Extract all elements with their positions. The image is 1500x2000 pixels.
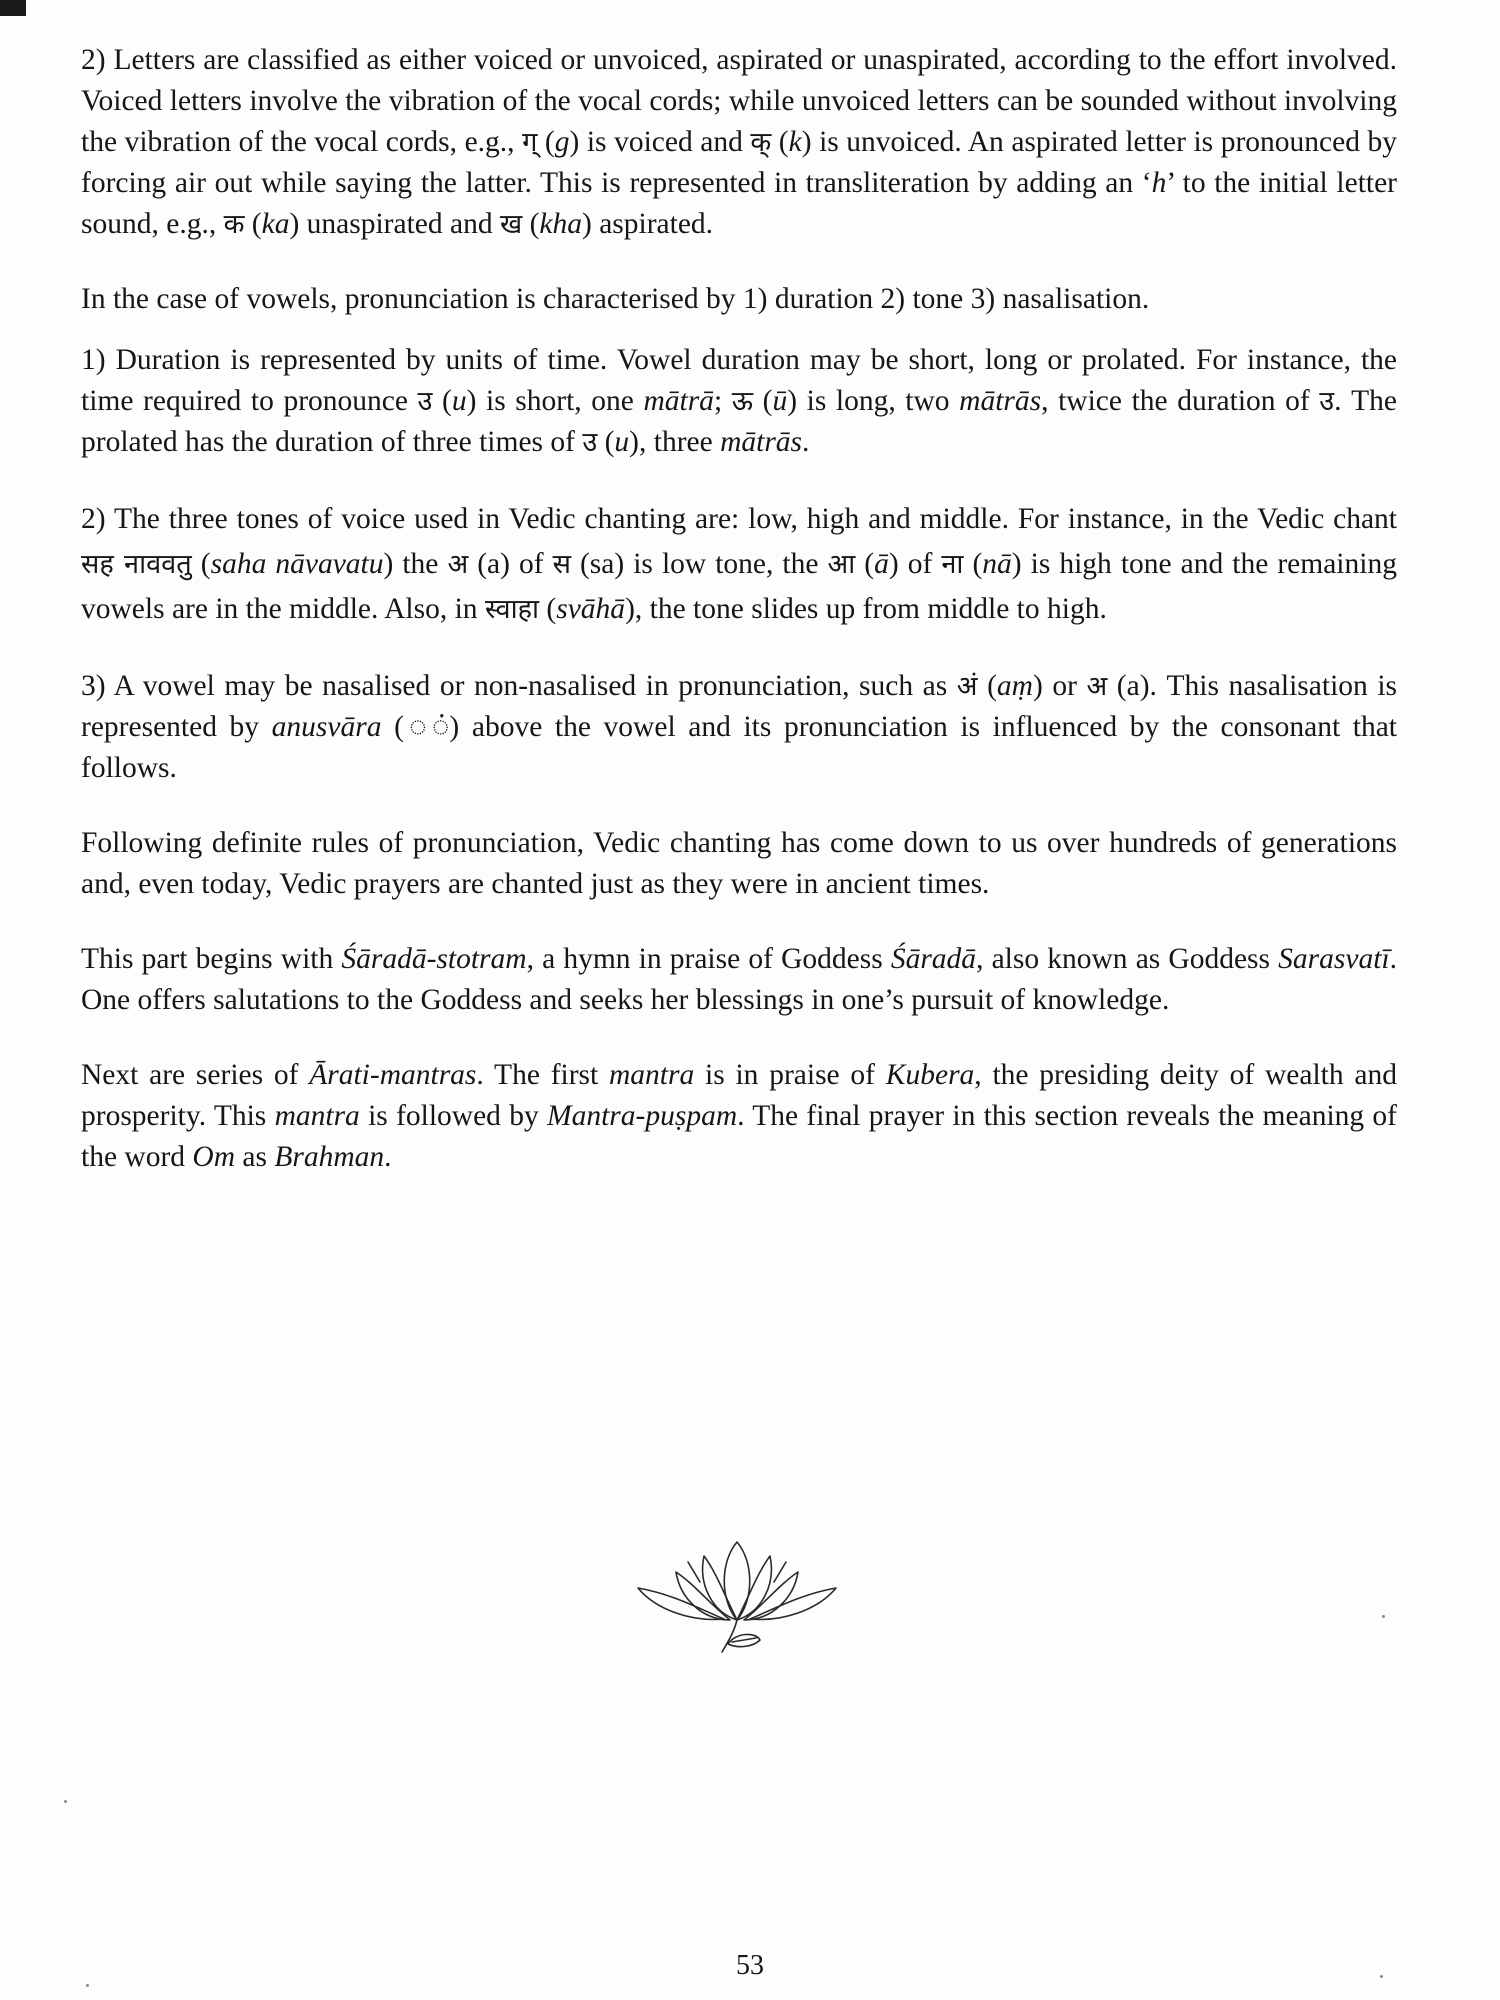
text-run: ( [539, 593, 557, 625]
text-run: ( [855, 548, 875, 580]
italic-term: Ārati-mantras [309, 1059, 477, 1091]
text-run: 3) A vowel may be nasalised or non-nasalised in pronunciation, such as [81, 670, 957, 702]
italic-term: ū [772, 385, 788, 417]
paragraph-duration [81, 340, 1397, 463]
italic-term: ka [261, 208, 290, 240]
italic-term: k [788, 126, 802, 158]
text-run: as [235, 1141, 275, 1173]
text-run: , a hymn in praise of Goddess [526, 943, 891, 975]
paragraph-nasalisation [81, 666, 1397, 789]
italic-term: anusvāra [271, 711, 382, 743]
text-run: ) of [888, 548, 942, 580]
italic-term: Mantra-puṣpam [547, 1100, 738, 1132]
paragraph-vowels-intro [81, 279, 1397, 320]
text-run: ( [244, 208, 262, 240]
text-run: ) is long, two [787, 385, 960, 417]
devanagari-term: आ [827, 549, 856, 580]
devanagari-term: अ [447, 549, 469, 580]
text-run: ) is unvoiced. An aspirated letter is pronounced by forcing air out while saying the latter. This is represented in transliteration by adding an ‘ [81, 126, 1398, 199]
italic-term: Om [192, 1141, 236, 1173]
text-run: , also known as Goddess [976, 943, 1279, 975]
text-run: . The final prayer in this section reveals the meaning of the word [81, 1100, 1398, 1173]
text-run: . The prolated has the duration of three times of [81, 385, 1397, 458]
text-run: ) is short, one [466, 385, 644, 417]
devanagari-term: उ [582, 427, 598, 458]
text-run: ; [713, 385, 732, 417]
italic-term: Sarasvatī [1278, 943, 1390, 975]
devanagari-term: क् [750, 127, 772, 158]
text-run: ( [522, 208, 540, 240]
paragraph-arati [81, 1055, 1397, 1178]
paragraph-tones [81, 497, 1397, 632]
text-run: is followed by [359, 1100, 548, 1132]
italic-term: u [451, 385, 467, 417]
text-run: ) is high tone and the remaining vowels are in the middle. Also, in [81, 548, 1397, 625]
devanagari-term: ख [500, 209, 523, 240]
text-run: ), the tone slides up from middle to high. [625, 593, 1107, 625]
paragraph-letters-classified [81, 40, 1397, 245]
italic-term: mantra [609, 1059, 695, 1091]
text-run: 1) Duration is represented by units of time. Vowel duration may be short, long or prolated. For instance, the time required to pronounce [81, 344, 1397, 417]
paragraph-sarada [81, 939, 1397, 1021]
text-run: ) the [383, 548, 448, 580]
text-run: ), three [629, 426, 721, 458]
devanagari-term: अं [956, 671, 978, 702]
italic-term: Śāradā-stotram [341, 943, 527, 975]
italic-term: Brahman [274, 1141, 385, 1173]
scan-corner-mark [0, 0, 26, 16]
text-run: (◌ं) above the vowel and its pronunciation is influenced by the consonant that follows. [81, 711, 1397, 784]
text-run: . [802, 426, 810, 458]
devanagari-term: स्वाहा [484, 594, 540, 625]
italic-term: Śāradā [890, 943, 977, 975]
text-run: ( [771, 126, 789, 158]
text-run: . One offers salutations to the Goddess and seeks her blessings in one’s pursuit of knowledge. [81, 943, 1397, 1016]
text-run: . The first [476, 1059, 609, 1091]
devanagari-term: सह नाववतु [81, 549, 192, 580]
italic-term: saha nāvavatu [210, 548, 384, 580]
italic-term: Kubera [885, 1059, 975, 1091]
devanagari-term: स [552, 549, 571, 580]
text-run: ( [537, 126, 555, 158]
scan-speck [86, 1984, 89, 1987]
devanagari-term: उ [1319, 386, 1335, 417]
italic-term: ā [874, 548, 889, 580]
text-run: (a) of [468, 548, 553, 580]
text-run: ) aspirated. [582, 208, 714, 240]
text-run: , the presiding deity of wealth and prosperity. This [81, 1059, 1397, 1132]
italic-term: mātrā [643, 385, 714, 417]
text-run: Next are series of [81, 1059, 310, 1091]
devanagari-term: ग् [522, 127, 538, 158]
text-run: ( [432, 385, 452, 417]
devanagari-term: ना [941, 549, 964, 580]
paragraph-definite-rules [81, 823, 1397, 905]
italic-term: svāhā [556, 593, 626, 625]
page-number: 53 [736, 1950, 764, 1981]
text-run: ( [191, 548, 211, 580]
text-run: ) unaspirated and [289, 208, 500, 240]
text-run: In the case of vowels, pronunciation is characterised by 1) duration 2) tone 3) nasalisation. [81, 283, 1150, 315]
text-run: This part begins with [81, 943, 342, 975]
text-run: 2) The three tones of voice used in Vedic chanting are: low, high and middle. For instance, in the Vedic chant [81, 503, 1397, 535]
italic-term: nā [982, 548, 1012, 580]
text-run: ( [597, 426, 615, 458]
scan-speck [1382, 1615, 1385, 1618]
italic-term: kha [539, 208, 582, 240]
text-run: ) or [1032, 670, 1087, 702]
text-run: Following definite rules of pronunciation, Vedic chanting has come down to us over hundreds of generations and, even today, Vedic prayers are chanted just as they were in ancient times. [81, 827, 1397, 900]
text-run: (sa) is low tone, the [570, 548, 828, 580]
italic-term: mātrās [720, 426, 803, 458]
lotus-strokes [638, 1542, 836, 1652]
text-run: ( [977, 670, 997, 702]
devanagari-term: ऊ [731, 386, 754, 417]
italic-term: u [614, 426, 630, 458]
lotus-icon [632, 1532, 842, 1662]
text-run: is in praise of [694, 1059, 886, 1091]
text-run: 2) Letters are classified as either voiced or unvoiced, aspirated or unaspirated, according to the effort involved. Voiced letters involve the vibration of the vocal cords; while unvoiced letters can be sounded without involving the vibration of the vocal cords, e.g., [81, 44, 1397, 158]
devanagari-term: उ [417, 386, 433, 417]
text-run: ) is voiced and [569, 126, 751, 158]
text-run: ( [963, 548, 983, 580]
devanagari-term: क [223, 209, 245, 240]
text-run: . [384, 1141, 392, 1173]
italic-term: h [1151, 167, 1167, 199]
italic-term: mantra [274, 1100, 360, 1132]
text-run: (a). This nasalisation is represented by [81, 670, 1398, 743]
page-body [81, 40, 1397, 1212]
text-run: ( [753, 385, 773, 417]
text-run: , twice the duration of [1041, 385, 1320, 417]
scan-speck [64, 1800, 67, 1803]
devanagari-term: अ [1086, 671, 1108, 702]
italic-term: aṃ [996, 670, 1033, 702]
text-run: ’ to the initial letter sound, e.g., [81, 167, 1397, 240]
italic-term: g [554, 126, 570, 158]
italic-term: mātrās [959, 385, 1042, 417]
